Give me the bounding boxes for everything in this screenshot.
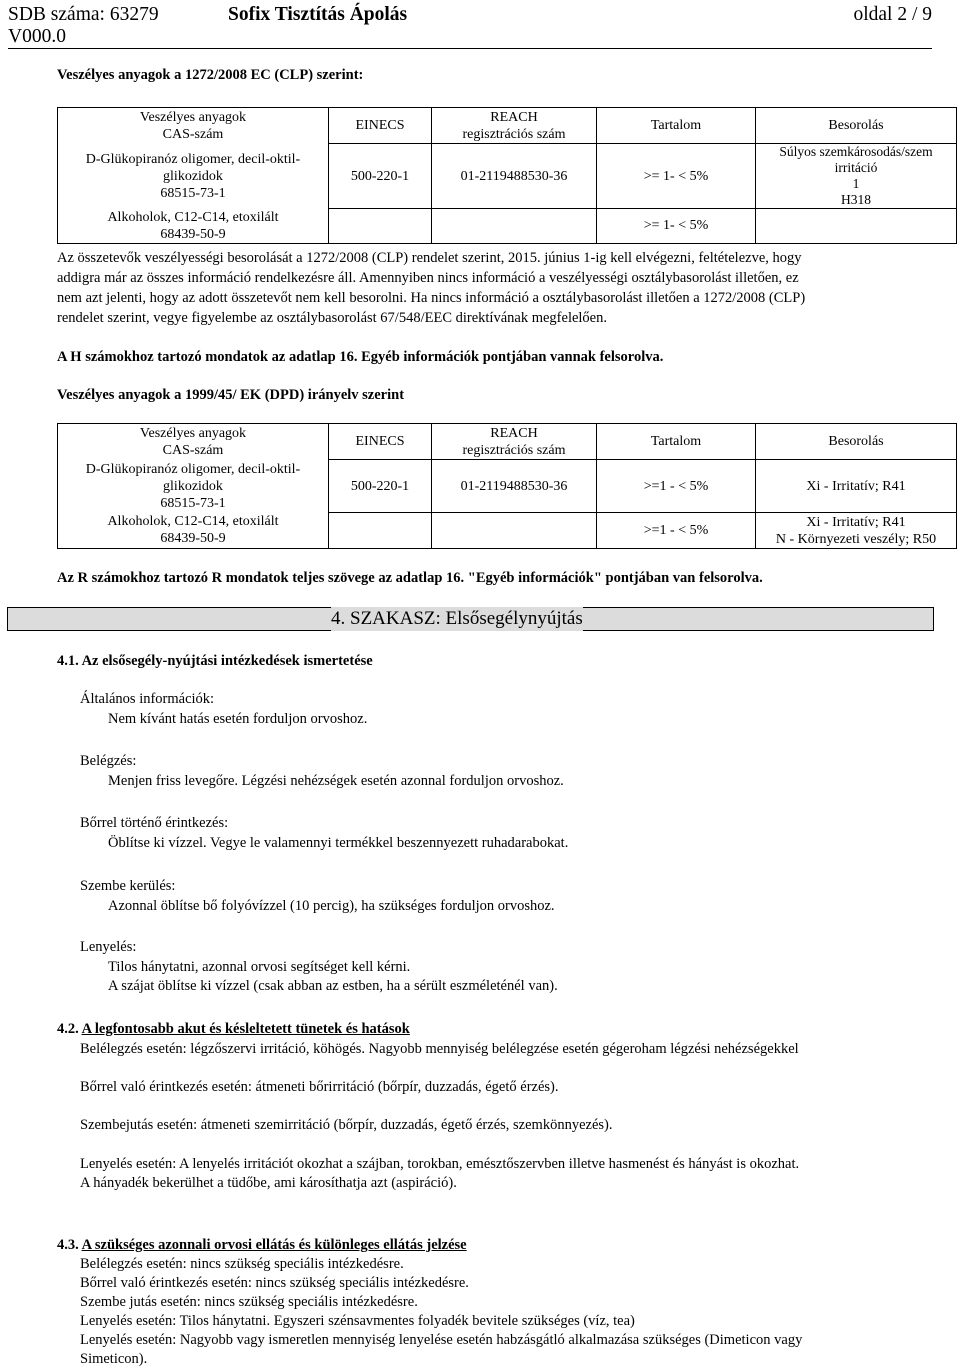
reach-header: REACH regisztrációs szám — [432, 424, 597, 460]
substance-header: Veszélyes anyagok CAS-szám — [58, 424, 329, 460]
reach-header: REACH regisztrációs szám — [432, 108, 597, 144]
skin-label: Bőrrel történő érintkezés: — [80, 815, 229, 831]
skin-text: Öblítse ki vízzel. Vegye le valamennyi termékkel beszennyezett ruhadarabokat. — [108, 835, 569, 851]
s42-heading — [57, 1020, 410, 1039]
s43-heading — [57, 1236, 467, 1255]
s42-number: 4.2. — [57, 1021, 79, 1037]
s43-title: A szükséges azonnali orvosi ellátás és különleges ellátás jelzése — [81, 1237, 467, 1253]
content-header: Tartalom — [597, 424, 756, 460]
general-label: Általános információk: — [80, 691, 215, 707]
version: V000.0 — [8, 26, 66, 47]
table-header-row — [58, 108, 957, 144]
r-note: Az R számokhoz tartozó R mondatok teljes szövege az adatlap 16. "Egyéb információk" pontjában van felsorolva. — [57, 570, 763, 586]
class-header: Besorolás — [756, 108, 957, 144]
einecs-header: EINECS — [329, 108, 432, 144]
s43-number: 4.3. — [57, 1237, 79, 1253]
section4-title: 4. SZAKASZ: Elsősegélynyújtás — [331, 608, 583, 629]
s42-title: A legfontosabb akut és késleltetett tünetek és hatások — [81, 1021, 410, 1037]
page-number: oldal 2 / 9 — [853, 4, 932, 25]
s41-title: 4.1. Az elsősegély-nyújtási intézkedések ismertetése — [57, 653, 373, 669]
table-row: Alkoholok, C12-C14, etoxilált 68439-50-9 >= 1- < 5% — [58, 209, 957, 244]
table-header-row — [58, 424, 957, 460]
eye-text: Azonnal öblítse bő folyóvízzel (10 percig), ha szükséges forduljon orvoshoz. — [108, 898, 555, 914]
content-header: Tartalom — [597, 108, 756, 144]
einecs-header: EINECS — [329, 424, 432, 460]
ingest-text-1: Tilos hánytatni, azonnal orvosi segítséget kell kérni. — [108, 959, 411, 975]
h-note: A H számokhoz tartozó mondatok az adatlap 16. Egyéb információk pontjában vannak felsorolva. — [57, 349, 664, 365]
page-header — [8, 4, 932, 49]
table-row: Alkoholok, C12-C14, etoxilált 68439-50-9 >=1 - < 5% Xi - Irritatív; R41 N - Környezeti veszély; R50 — [58, 513, 957, 549]
table-row: D-Glükopiranóz oligomer, decil-oktil- glikozidok 68515-73-1 500-220-1 01-2119488530-36 >= 1- < 5% Súlyos szemkárosodás/szem irritáció 1 H318 — [58, 144, 957, 209]
eye-label: Szembe kerülés: — [80, 878, 176, 894]
inhal-text: Menjen friss levegőre. Légzési nehézségek esetén azonnal forduljon orvoshoz. — [108, 773, 564, 789]
dpd-table — [57, 423, 957, 549]
sdb-number: SDB száma: 63279 — [8, 4, 159, 25]
clp-table — [57, 107, 957, 244]
product-name: Sofix Tisztítás Ápolás — [228, 4, 408, 25]
table-row: D-Glükopiranóz oligomer, decil-oktil- glikozidok 68515-73-1 500-220-1 01-2119488530-36 >=1 - < 5% Xi - Irritatív; R41 — [58, 460, 957, 513]
dpd-title: Veszélyes anyagok a 1999/45/ EK (DPD) irányelv szerint — [57, 387, 405, 403]
ingest-text-2: A szájat öblítse ki vízzel (csak abban az estben, ha a sérült eszméleténél van). — [108, 978, 558, 994]
clp-title: Veszélyes anyagok a 1272/2008 EC (CLP) szerint: — [57, 67, 364, 83]
substance-header: Veszélyes anyagok CAS-szám — [58, 108, 329, 144]
inhal-label: Belégzés: — [80, 753, 137, 769]
class-header: Besorolás — [756, 424, 957, 460]
section4-banner — [7, 607, 934, 631]
ingest-label: Lenyelés: — [80, 939, 137, 955]
general-text: Nem kívánt hatás esetén forduljon orvoshoz. — [108, 711, 368, 727]
